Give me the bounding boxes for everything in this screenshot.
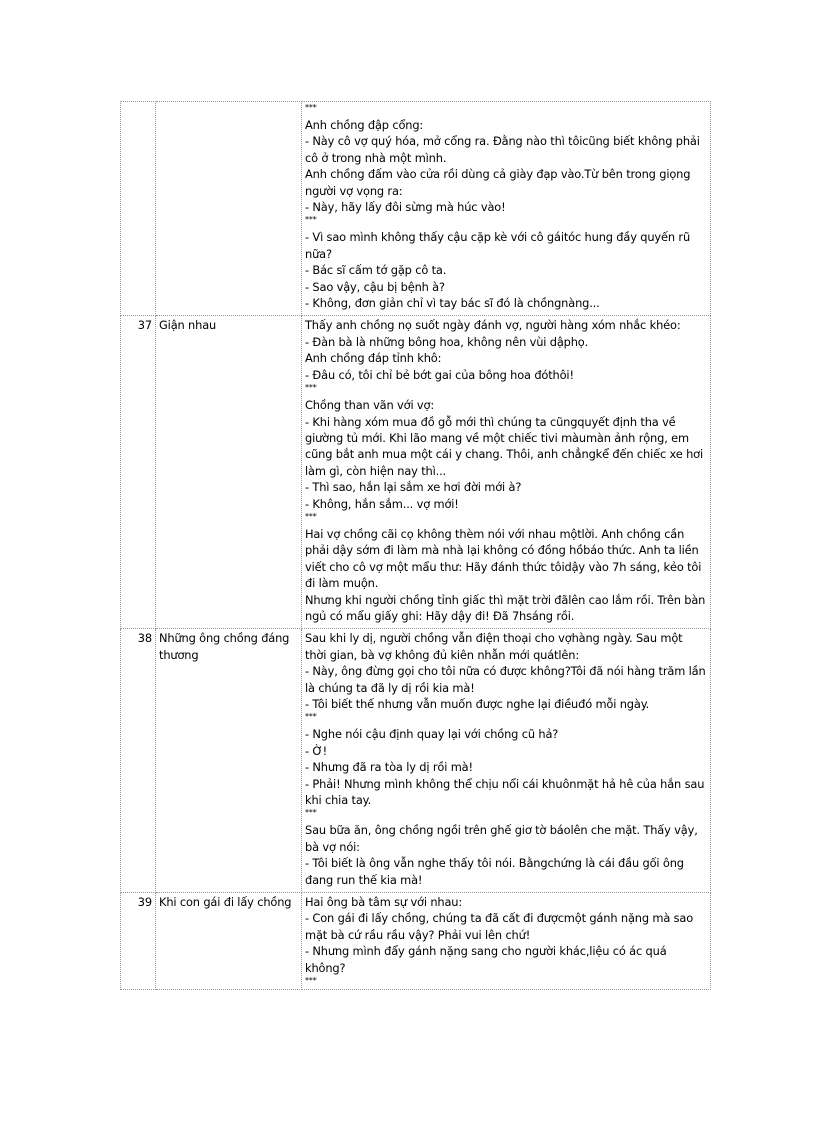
joke-separator: *** [305,808,317,818]
joke-separator: *** [305,712,317,722]
joke-line: - Vì sao mình không thấy cậu cặp kè với cô gáitóc hung đầy quyến rũ nữa? [305,230,691,261]
joke-line: Thấy anh chồng nọ suốt ngày đánh vợ, người hàng xóm nhắc khéo: [305,318,681,333]
joke-line: Hai ông bà tâm sự với nhau: [305,895,463,910]
joke-line: - Nhưng mình đẩy gánh nặng sang cho người khác,liệu có ác quá không? [305,944,667,975]
joke-line: - Này, hãy lấy đôi sừng mà húc vào! [305,200,506,215]
joke-line: Anh chồng đập cổng: [305,118,424,132]
table-row [121,102,711,316]
row-number: 39 [121,893,156,990]
row-title: Những ông chồng đáng thương [156,629,302,893]
row-number: 37 [121,316,156,629]
joke-line: - Ờ! [305,743,328,758]
joke-line: - Tôi biết là ông vẫn nghe thấy tôi nói. Bằngchứng là cái đầu gối ông đang run thế kia mà! [305,856,684,887]
joke-line: - Con gái đi lấy chồng, chúng ta đã cất đi đượcmột gánh nặng mà sao mặt bà cứ rầu rầu vậy? Phải vui lên chứ! [305,911,694,942]
table-row [121,629,711,893]
joke-line: - Đàn bà là những bông hoa, không nên vùi dậphọ. [305,334,589,349]
joke-line: - Nghe nói cậu định quay lại với chồng cũ hả? [305,727,559,742]
row-content [302,316,711,629]
joke-line: - Thì sao, hắn lại sắm xe hơi đời mới à? [305,480,522,495]
joke-separator: *** [305,976,317,986]
joke-line: - Sao vậy, cậu bị bệnh à? [305,279,445,294]
joke-line: Anh chồng đáp tỉnh khô: [305,351,442,366]
joke-line: Sau bữa ăn, ông chồng ngồi trên ghế giơ tờ báolên che mặt. Thấy vậy, bà vợ nói: [305,823,698,854]
joke-line: Chồng than vãn với vợ: [305,398,435,413]
row-content [302,629,711,893]
joke-line: - Tôi biết thế nhưng vẫn muốn được nghe lại điềuđó mỗi ngày. [305,697,650,711]
table-row [121,316,711,629]
joke-line: - Đâu có, tôi chỉ bẻ bớt gai của bông hoa đóthôi! [305,367,574,382]
joke-line: Sau khi ly dị, người chồng vẫn điện thoại cho vợhàng ngày. Sau một thời gian, bà vợ không đủ kiên nhẫn mới quátlên: [305,631,683,662]
row-number: 38 [121,629,156,893]
joke-line: - Này, ông đừng gọi cho tôi nữa có được không?Tôi đã nói hàng trăm lần là chúng ta đã ly dị rồi kia mà! [305,664,706,695]
row-content [302,102,711,316]
joke-separator: *** [305,383,317,393]
joke-separator: *** [305,511,317,521]
joke-line: - Nhưng đã ra tòa ly dị rồi mà! [305,760,473,775]
row-number [121,102,156,316]
joke-separator: *** [305,215,317,225]
table-row [121,893,711,990]
joke-line: - Không, hắn sắm... vợ mới! [305,496,459,511]
joke-line: Hai vợ chồng cãi cọ không thèm nói với nhau mộtlời. Anh chồng cần phải dậy sớm đi làm mà nhà lại không có đồng hồbáo thức. Anh ta liền viết cho cô vợ một mẩu thư: Hãy đánh thức tôidậy vào 7h sáng, kẻo tôi đi làm muộn. [305,526,702,591]
jokes-table-body [121,102,711,990]
jokes-table [120,101,711,990]
joke-line: Anh chồng đấm vào cửa rồi dùng cả giày đạp vào.Từ bên trong giọng người vợ vọng ra: [305,167,691,198]
row-title [156,102,302,316]
row-content [302,893,711,990]
joke-line: - Khi hàng xóm mua đồ gỗ mới thì chúng ta cũngquyết định tha về giường tủ mới. Khi lão mang về một chiếc tivi màumàn ảnh rộng, em cũng bắt anh mua một cái y chang. Thôi, anh chẳngkể đến chiếc xe hơi làm gì, còn hiện nay thì... [305,414,704,478]
joke-line: - Không, đơn giản chỉ vì tay bác sĩ đó là chồngnàng... [305,296,600,311]
row-title: Khi con gái đi lấy chồng [156,893,302,990]
joke-separator: *** [305,103,317,112]
joke-line: - Phải! Nhưng mình không thể chịu nổi cái khuônmặt hả hê của hắn sau khi chia tay. [305,776,705,808]
joke-line: - Bác sĩ cấm tớ gặp cô ta. [305,263,447,278]
joke-line: - Này cô vợ quý hóa, mở cổng ra. Đằng nào thì tôicũng biết không phải cô ở trong nhà một mình. [305,134,700,165]
row-title: Giận nhau [156,316,302,629]
joke-line: Nhưng khi người chồng tỉnh giấc thì mặt trời đãlên cao lắm rồi. Trên bàn ngủ có mẩu giấy ghi: Hãy dậy đi! Đã 7hsáng rồi. [305,592,706,623]
